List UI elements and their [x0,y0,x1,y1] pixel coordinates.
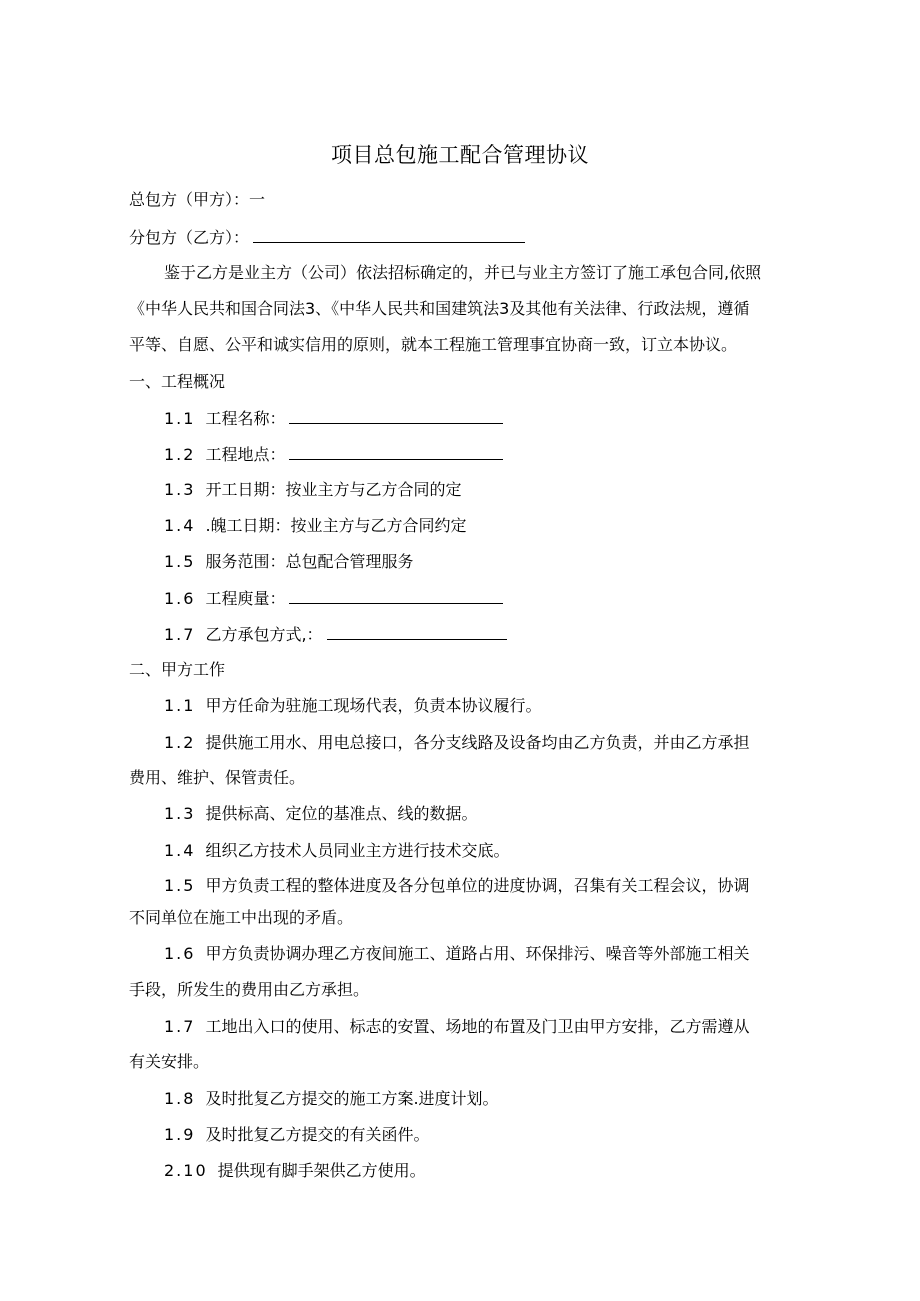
item-text: 乙方承包方式,： [205,625,323,644]
item-number: 1.7 [164,1017,196,1036]
item-text: 工程庾量： [205,589,286,608]
section2-item-continuation: 不同单位在施工中出现的矛盾。 [129,908,354,927]
party-a-line [129,189,265,211]
preamble-line-2: 《中华人民共和国合同法3、《中华人民共和国建筑法3及其他有关法律、行政法规，遵循 [129,299,750,318]
project-location-blank [289,443,503,460]
section2-item [164,1016,749,1038]
section1-item [164,551,413,573]
item-number: 1.5 [164,552,196,571]
section2-item [164,695,541,717]
item-text: 组织乙方技术人员同业主方进行技术交底。 [205,841,510,860]
section1-item [164,515,467,537]
preamble-line-1: 鉴于乙方是业主方（公司）依法招标确定的，并已与业主方签订了施工承包合同,依照 [164,263,762,282]
item-number: 1.3 [164,480,196,499]
section1-heading: 一、工程概况 [129,372,226,391]
item-number: 2.10 [164,1161,208,1180]
section2-item [164,803,477,825]
section2-item [164,1124,429,1146]
item-text: 甲方任命为驻施工现场代表，负责本协议履行。 [205,696,542,715]
item-number: 1.3 [164,804,196,823]
project-quality-blank [289,587,503,604]
item-number: 1.8 [164,1089,196,1108]
item-text: 提供标高、定位的基准点、线的数据。 [205,804,478,823]
section1-item [164,587,503,610]
item-number: 1.9 [164,1125,196,1144]
item-number: 1.6 [164,589,196,608]
section2-item [164,875,749,897]
section1-item [164,479,461,501]
item-number: 1.1 [164,696,196,715]
section2-heading: 二、甲方工作 [129,660,226,679]
item-text: 及时批复乙方提交的有关函件。 [205,1125,430,1144]
section2-item [164,1160,426,1182]
item-text: 工程地点： [205,445,286,464]
section2-item [164,1088,499,1110]
item-number: 1.5 [164,876,196,895]
party-b-blank [253,226,525,243]
item-text: 工程名称： [205,409,286,428]
project-name-blank [289,407,503,424]
item-text: 甲方负责协调办理乙方夜间施工、道路占用、环保排污、噪音等外部施工相关 [205,944,750,963]
item-text: 及时批复乙方提交的施工方案.进度计划。 [205,1089,499,1108]
document-title: 项目总包施工配合管理协议 [331,143,589,167]
section2-item-continuation: 手段，所发生的费用由乙方承担。 [129,980,370,999]
item-text: 开工日期：按业主方与乙方合同的定 [205,480,462,499]
section1-item [164,443,503,466]
section2-item [164,732,749,754]
item-text: 服务范围：总包配合管理服务 [205,552,414,571]
item-number: 1.7 [164,625,196,644]
party-a-label: 总包方（甲方）：一 [129,190,266,209]
item-number: 1.4 [164,516,196,535]
item-text: 提供现有脚手架供乙方使用。 [217,1161,426,1180]
item-number: 1.4 [164,841,196,860]
section1-item [164,407,503,430]
party-b-label: 分包方（乙方）： [129,228,250,247]
section2-item [164,943,749,965]
party-b-line [129,226,525,249]
item-text: .魄工日期：按业主方与乙方合同约定 [205,516,467,535]
section2-item-continuation: 费用、维护、保管责任。 [129,768,306,787]
item-number: 1.6 [164,944,196,963]
section2-item-continuation: 有关安排。 [129,1052,210,1071]
item-text: 甲方负责工程的整体进度及各分包单位的进度协调，召集有关工程会议，协调 [205,876,750,895]
section2-item [164,840,509,862]
item-number: 1.2 [164,445,196,464]
item-number: 1.1 [164,409,196,428]
item-text: 工地出入口的使用、标志的安置、场地的布置及门卫由甲方安排，乙方需遵从 [205,1017,750,1036]
contract-method-blank [327,623,507,640]
item-text: 提供施工用水、用电总接口，各分支线路及设备均由乙方负责，并由乙方承担 [205,733,750,752]
preamble-line-3: 平等、自愿、公平和诚实信用的原则，就本工程施工管理事宜协商一致，订立本协议。 [129,335,738,354]
item-number: 1.2 [164,733,196,752]
section1-item [164,623,507,646]
